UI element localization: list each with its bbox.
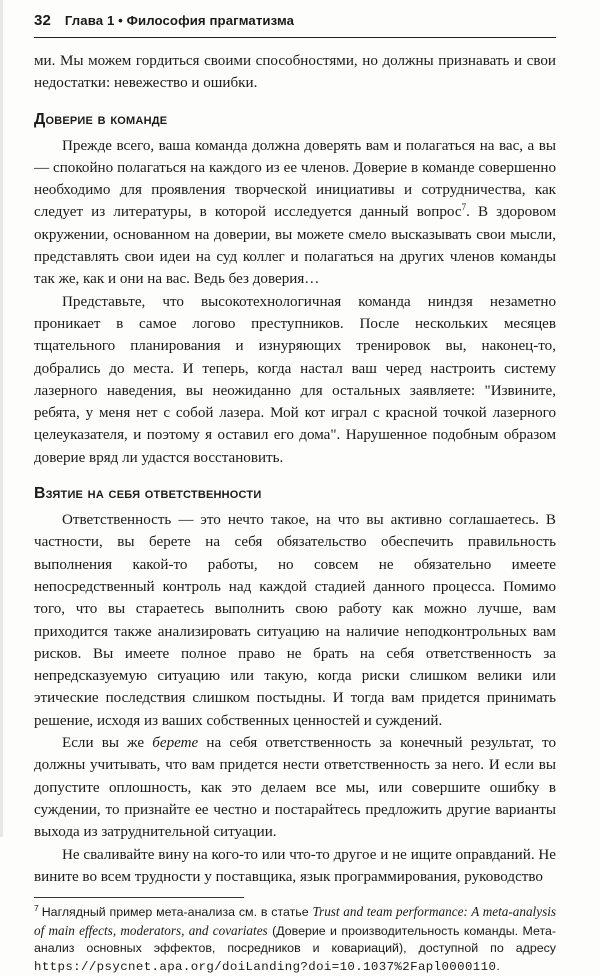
section-heading-trust: Доверие в команде bbox=[34, 110, 168, 128]
footnote-number: 7 bbox=[34, 902, 39, 913]
responsibility-paragraph-2 bbox=[34, 732, 556, 843]
header-rule bbox=[34, 37, 556, 38]
resp-p2-text: Если вы же bbox=[62, 735, 153, 752]
footnote-ref[interactable]: 7 bbox=[461, 202, 467, 213]
chapter-separator: • bbox=[118, 13, 123, 28]
responsibility-paragraph-1: Ответственность — это нечто такое, на что вы активно соглашаетесь. В частности, вы берете на себя обязательство обеспечить правильность выполнения какой-то работы, но совсем не обязательно имеете непосредственный контроль над каждой стадией данного процесса. Помимо того, что вы стараетесь выполнить свою работу как можно лучше, вам приходится также анализировать ситуацию на наличие неподконтрольных вам рисков. Вы имеете полное право не брать на себя ответственность за непредсказуемую ситуацию или такую, когда риски слишком велики или этические последствия слишком постыдны. И тогда вам придется принимать решение, исходя из ваших собственных ценностей и суждений. bbox=[34, 512, 556, 729]
emphasis-takes: берете bbox=[152, 735, 199, 752]
footnote-text-cont: (Доверие и производительность команды. Мета-анализ основных эффектов, посредников и ковариаций), доступной по адресу bbox=[34, 923, 557, 956]
footnote bbox=[34, 903, 556, 976]
footnote-end: . bbox=[496, 958, 500, 973]
page-number: 32 bbox=[34, 12, 51, 29]
resp-p2-text-cont: на себя ответственность за конечный результат, то должны учитывать, что вам придется нести ответственность за него. И если вы допустите оплошность, как это делаем все мы, или совершите ошибку в суждении, то признайте ее честно и постарайтесь предложить другие варианты выхода из затруднительной ситуации. bbox=[34, 735, 556, 841]
footnote-text: Наглядный пример мета-анализа см. в статье bbox=[41, 905, 313, 920]
footnote-url-link[interactable]: https://psycnet.apa.org/doiLanding?doi=10.1037%2Fapl0000110 bbox=[34, 959, 497, 974]
running-head bbox=[34, 12, 556, 29]
section-heading-responsibility: Взятие на себя ответственности bbox=[34, 485, 262, 503]
trust-p1-text: Прежде всего, ваша команда должна доверять вам и полагаться на вас, а вы — спокойно полагаться на каждого из ее членов. Доверие в команде совершенно необходимо для проявления творческой инициативы и сотрудничества, как следует из литературы, в которой исследуется данный вопрос bbox=[34, 137, 556, 221]
responsibility-paragraph-3: Не сваливайте вину на кого-то или что-то другое и не ищите оправданий. Не вините во всем трудности у поставщика, язык программирования, руководство bbox=[34, 846, 556, 885]
scan-edge bbox=[0, 0, 3, 837]
footnote-article-title: Trust and team performance: A meta-analysis of main effects, moderators, and covariates bbox=[34, 904, 557, 938]
trust-p1-text-cont: . В здоровом окружении, основанном на доверии, вы можете смело высказывать свои мысли, представлять свои идеи на суд коллег и полагаться на других членов команды так же, как и они на вас. Ведь без доверия… bbox=[34, 204, 557, 288]
chapter-number: Глава 1 bbox=[64, 13, 115, 28]
footnote-rule bbox=[34, 897, 244, 898]
chapter-label bbox=[65, 13, 294, 28]
chapter-title: Философия прагматизма bbox=[126, 13, 295, 28]
trust-paragraph-2: Представьте, что высокотехнологичная команда ниндзя незаметно проникает в самое логово преступников. После нескольких месяцев тщательного планирования и изнуряющих тренировок вы, наконец-то, добрались до места. И теперь, когда настал ваш черед настроить систему лазерного наведения, вы неожиданно для остальных заявляете: "Извините, ребята, у меня нет с собой лазера. Мой кот играл с красной точкой лазерного целеуказателя, и поэтому я оставил его дома". Нарушенное подобным образом доверие вряд ли удастся восстановить. bbox=[34, 293, 556, 466]
intro-paragraph: ми. Мы можем гордиться своими способностями, но должны признавать и свои недостатки: невежество и ошибки. bbox=[34, 53, 556, 92]
trust-paragraph-1 bbox=[34, 135, 556, 291]
